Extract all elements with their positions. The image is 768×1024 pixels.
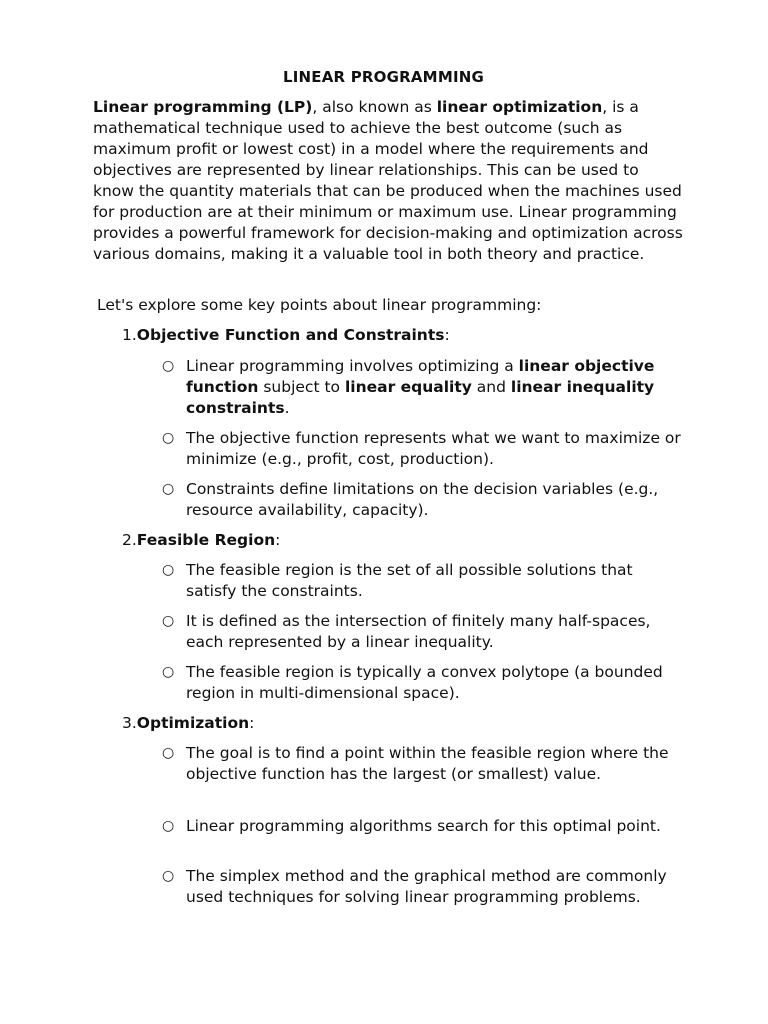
section-title: Feasible Region [136, 531, 276, 549]
circle-bullet-icon: ○ [162, 868, 175, 884]
bullet-text: The objective function represents what we want to maximize or minimize (e.g., profit, cost, production). [186, 429, 681, 468]
bullet-text: Linear programming algorithms search for this optimal point. [186, 817, 661, 835]
section-number: 1. [122, 326, 137, 344]
section-title: Objective Function and Constraints [136, 326, 445, 344]
list-item [162, 560, 682, 602]
section-suffix: : [444, 326, 450, 344]
circle-bullet-icon: ○ [162, 745, 175, 761]
bullet-text: The simplex method and the graphical method are commonly used techniques for solving linear programming problems. [186, 867, 667, 906]
bullet-text: Constraints define limitations on the decision variables (e.g., resource availability, capacity). [186, 480, 659, 519]
circle-bullet-icon: ○ [162, 613, 175, 629]
circle-bullet-icon: ○ [162, 664, 175, 680]
section-suffix: : [249, 714, 255, 732]
section-number: 3. [122, 714, 137, 732]
bullet-emphasis: linear objective function [186, 357, 655, 396]
list-item [162, 816, 682, 837]
circle-bullet-icon: ○ [162, 818, 175, 834]
intro-paragraph [93, 97, 683, 265]
intro-text-1: , also known as [312, 98, 437, 116]
list-item [162, 356, 682, 419]
section-heading-objective [122, 325, 450, 346]
intro-term-lp: Linear programming (LP) [93, 98, 313, 116]
section-heading-feasible-region [122, 530, 280, 551]
title-text: LINEAR PROGRAMMING [283, 68, 484, 86]
bullet-emphasis: linear inequality constraints [186, 378, 655, 417]
section-heading-optimization [122, 713, 254, 734]
bullet-fragment: and [471, 378, 511, 396]
section-number: 2. [122, 531, 137, 549]
intro-term-linear-optimization: linear optimization [436, 98, 603, 116]
bullet-text: It is defined as the intersection of finitely many half-spaces, each represented by a linear inequality. [186, 612, 651, 651]
lead-sentence: Let's explore some key points about linear programming: [97, 296, 542, 314]
intro-text-2: , is a mathematical technique used to achieve the best outcome (such as maximum profit or lowest cost) in a model where the requirements and objectives are represented by linear relationships. This can be used to know the quantity materials that can be produced when the machines used for production are at their minimum or maximum use. Linear programming provides a powerful framework for decision-making and optimization across various domains, making it a valuable tool in both theory and practice. [93, 98, 683, 263]
bullet-fragment: . [284, 399, 290, 417]
circle-bullet-icon: ○ [162, 481, 175, 497]
list-item [162, 479, 682, 521]
bullet-text: The feasible region is the set of all possible solutions that satisfy the constraints. [186, 561, 633, 600]
circle-bullet-icon: ○ [162, 430, 175, 446]
document-title [0, 67, 768, 88]
circle-bullet-icon: ○ [162, 358, 175, 374]
circle-bullet-icon: ○ [162, 562, 175, 578]
bullet-text: The goal is to find a point within the feasible region where the objective function has the largest (or smallest) value. [186, 744, 669, 783]
bullet-emphasis: linear equality [344, 378, 472, 396]
list-item [162, 866, 682, 908]
section-suffix: : [275, 531, 281, 549]
bullet-text [186, 356, 682, 419]
bullet-fragment: Linear programming involves optimizing a [186, 357, 519, 375]
list-item [162, 428, 682, 470]
list-item [162, 743, 682, 785]
bullet-fragment: subject to [258, 378, 345, 396]
list-item [162, 611, 682, 653]
bullet-text: The feasible region is typically a convex polytope (a bounded region in multi-dimensional space). [186, 663, 663, 702]
list-item [162, 662, 682, 704]
section-title: Optimization [136, 714, 250, 732]
